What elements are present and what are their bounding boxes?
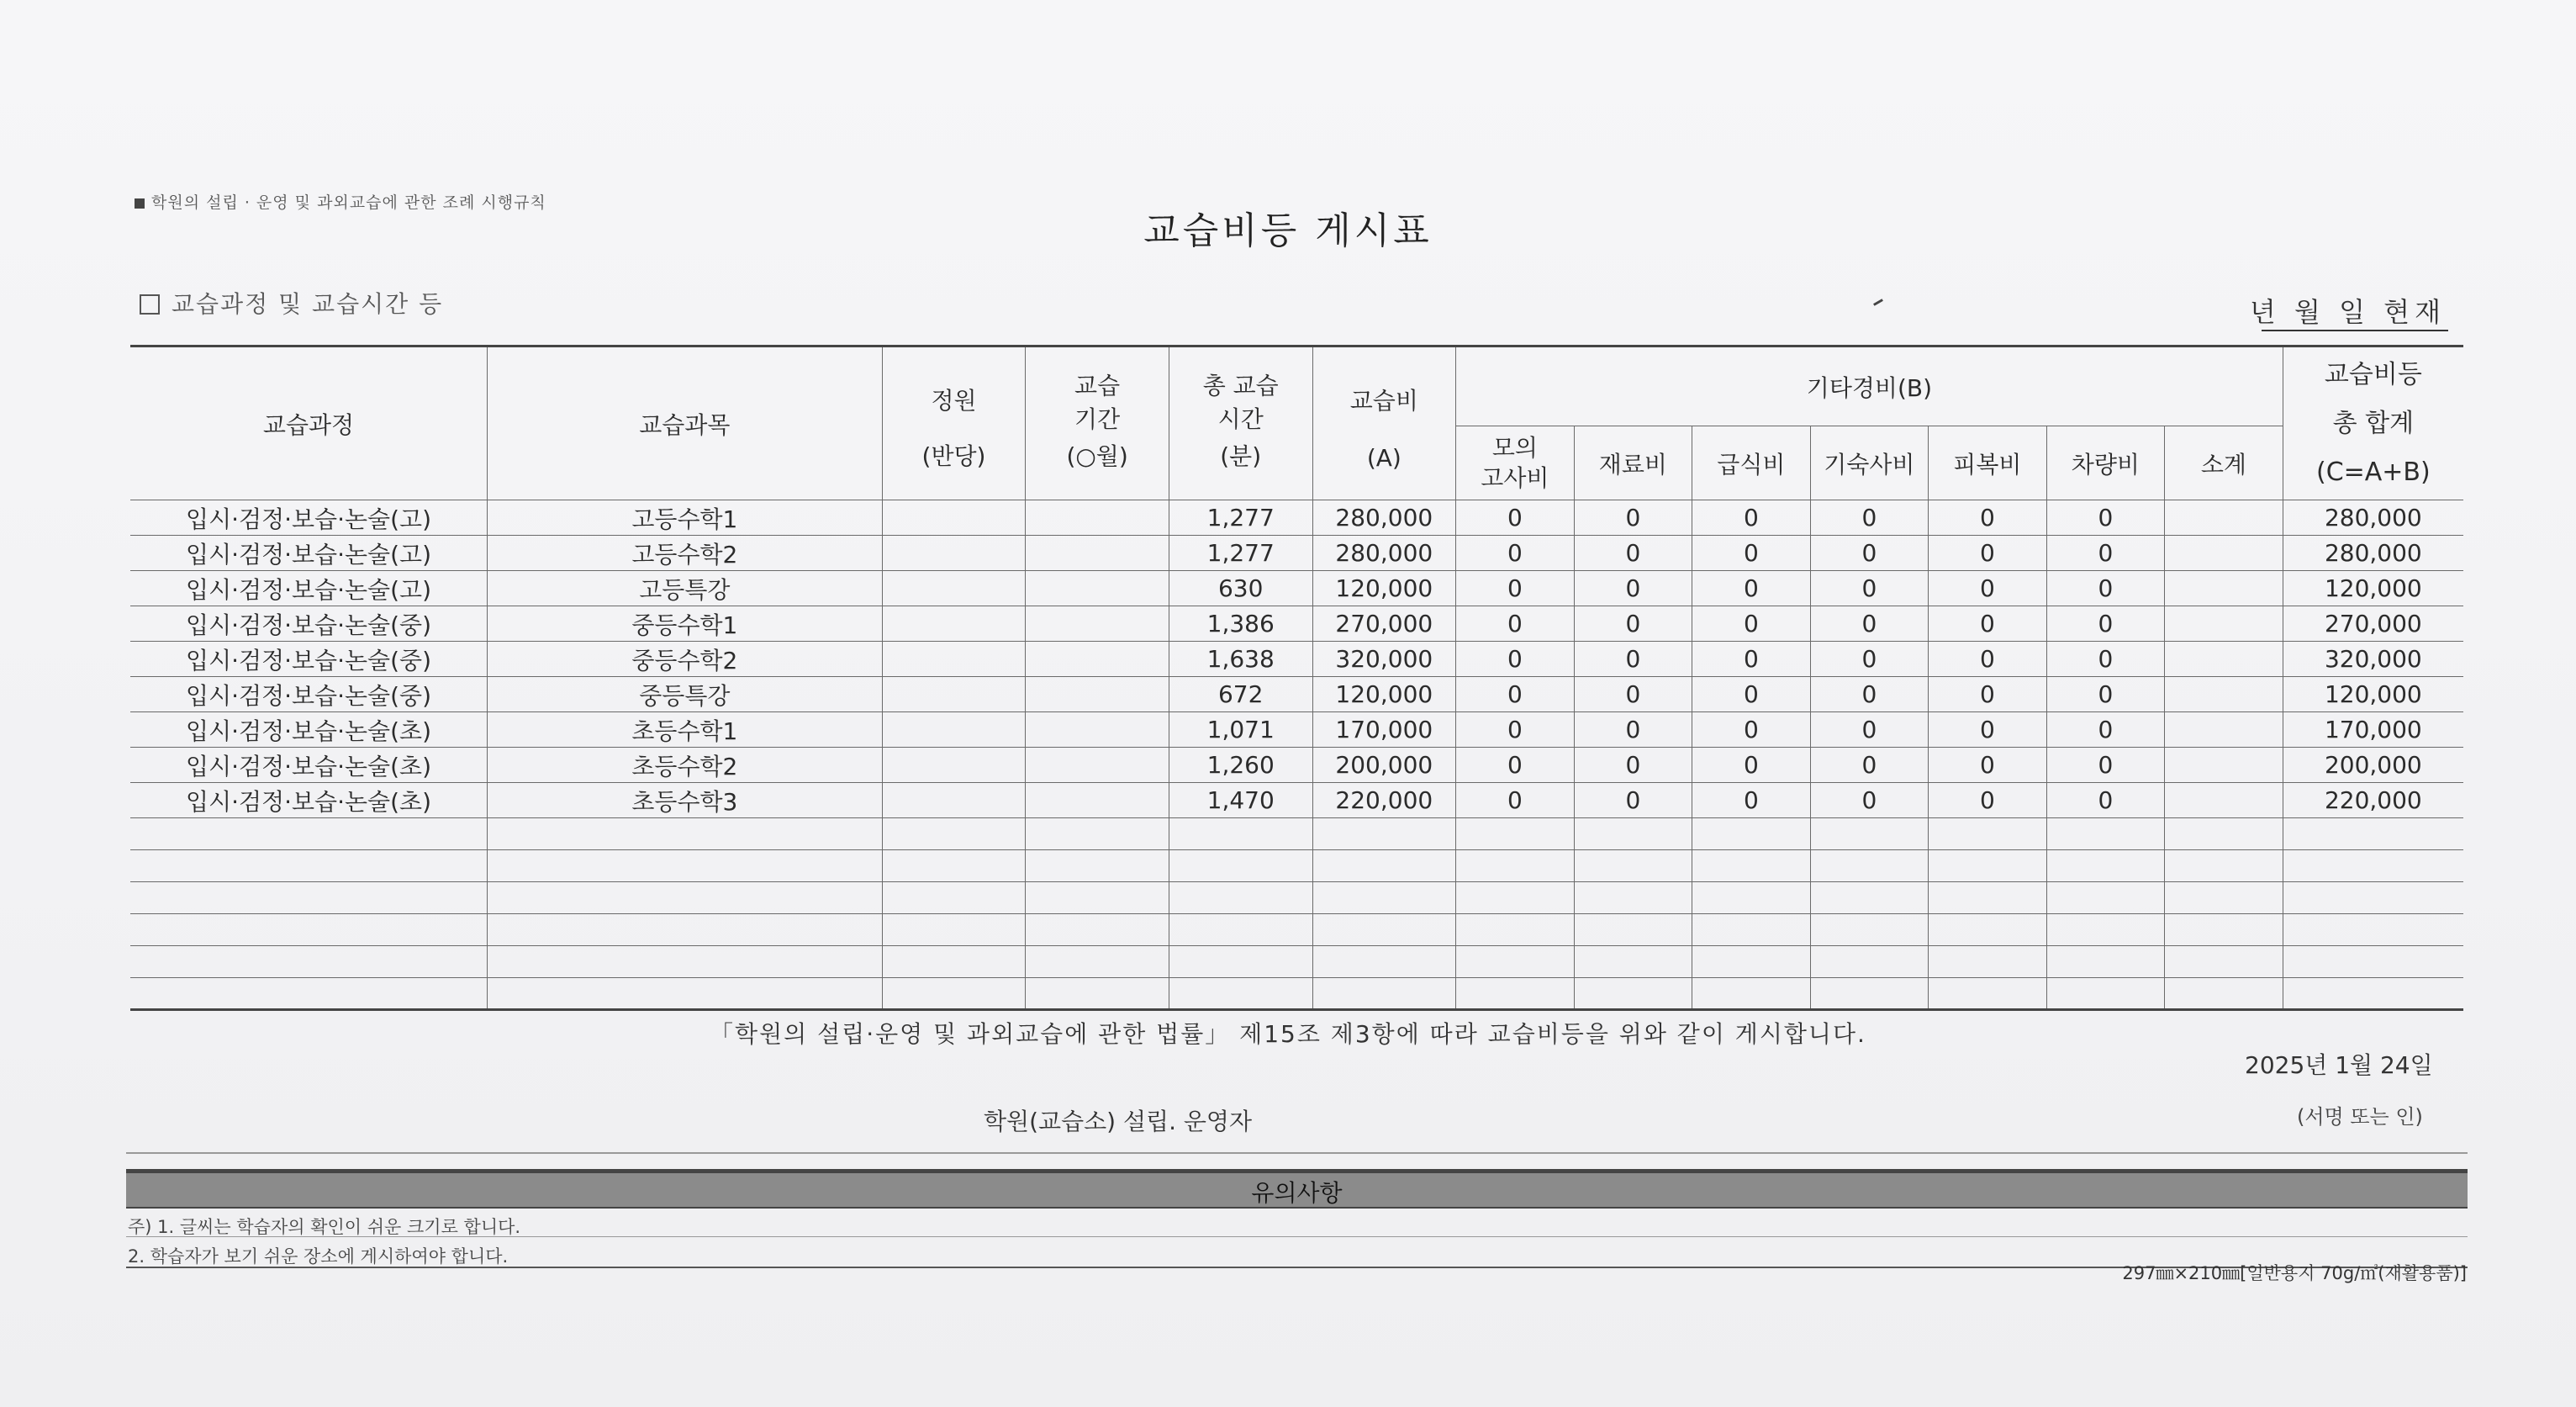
cell-vehicle: 0 bbox=[2046, 677, 2165, 712]
cell-material: 0 bbox=[1574, 677, 1692, 712]
page-title: 교습비등 게시표 bbox=[1143, 209, 1433, 252]
header-total-line3: (C=A+B) bbox=[2315, 457, 2431, 487]
cell-mock: 0 bbox=[1456, 677, 1575, 712]
cell-course: 입시·검정·보습·논술(중) bbox=[130, 642, 488, 677]
cell-period bbox=[1026, 783, 1169, 818]
empty-cell bbox=[1929, 978, 2047, 1010]
cell-meal: 0 bbox=[1692, 642, 1811, 677]
empty-cell bbox=[2165, 914, 2283, 946]
header-mock-line2: 고사비 bbox=[1481, 463, 1549, 492]
empty-cell bbox=[130, 882, 488, 914]
empty-row bbox=[130, 914, 2463, 946]
cell-dorm: 0 bbox=[1810, 571, 1929, 606]
cell-fee: 280,000 bbox=[1312, 536, 1456, 571]
empty-cell bbox=[882, 978, 1026, 1010]
caution-note-2: 2. 학습자가 보기 쉬운 장소에 게시하여야 합니다. bbox=[128, 1246, 509, 1267]
empty-cell bbox=[1692, 914, 1811, 946]
header-other-costs: 기타경비(B) bbox=[1456, 346, 2283, 426]
header-hours bbox=[1169, 346, 1312, 500]
table-row bbox=[130, 783, 2463, 818]
cell-dorm: 0 bbox=[1810, 748, 1929, 783]
cell-meal: 0 bbox=[1692, 606, 1811, 642]
cell-course: 입시·검정·보습·논술(초) bbox=[130, 783, 488, 818]
empty-cell bbox=[1692, 978, 1811, 1010]
pen-mark-icon bbox=[1873, 299, 1883, 306]
cell-course: 입시·검정·보습·논술(고) bbox=[130, 500, 488, 536]
cell-uniform: 0 bbox=[1929, 536, 2047, 571]
table-row bbox=[130, 712, 2463, 748]
cell-period bbox=[1026, 748, 1169, 783]
empty-cell bbox=[1810, 850, 1929, 882]
cell-vehicle: 0 bbox=[2046, 712, 2165, 748]
empty-cell bbox=[2283, 946, 2463, 978]
cell-fee: 270,000 bbox=[1312, 606, 1456, 642]
cell-subtotal bbox=[2165, 571, 2283, 606]
empty-cell bbox=[1169, 978, 1312, 1010]
empty-cell bbox=[1169, 946, 1312, 978]
divider bbox=[2262, 330, 2448, 331]
table-row bbox=[130, 500, 2463, 536]
cell-meal: 0 bbox=[1692, 571, 1811, 606]
cell-meal: 0 bbox=[1692, 748, 1811, 783]
empty-cell bbox=[1026, 850, 1169, 882]
cell-hours: 1,277 bbox=[1169, 500, 1312, 536]
cell-total: 170,000 bbox=[2283, 712, 2463, 748]
cell-mock: 0 bbox=[1456, 606, 1575, 642]
cell-uniform: 0 bbox=[1929, 606, 2047, 642]
empty-cell bbox=[1026, 946, 1169, 978]
cell-subject: 고등수학2 bbox=[488, 536, 883, 571]
header-total bbox=[2283, 346, 2463, 500]
empty-cell bbox=[1456, 882, 1575, 914]
empty-cell bbox=[1929, 882, 2047, 914]
empty-cell bbox=[1929, 818, 2047, 850]
law-statement: 「학원의 설립·운영 및 과외교습에 관한 법률」 제15조 제3항에 따라 교습비등을 위와 같이 게시합니다. bbox=[710, 1020, 1866, 1048]
empty-cell bbox=[130, 978, 488, 1010]
cell-uniform: 0 bbox=[1929, 712, 2047, 748]
empty-cell bbox=[2046, 946, 2165, 978]
regulation-note-text: 학원의 설립 · 운영 및 과외교습에 관한 조례 시행규칙 bbox=[151, 193, 546, 212]
cell-course: 입시·검정·보습·논술(중) bbox=[130, 606, 488, 642]
empty-row bbox=[130, 882, 2463, 914]
empty-cell bbox=[488, 818, 883, 850]
empty-cell bbox=[1026, 978, 1169, 1010]
cell-total: 320,000 bbox=[2283, 642, 2463, 677]
cell-subtotal bbox=[2165, 642, 2283, 677]
header-fee-label: 교습비 bbox=[1349, 386, 1418, 415]
empty-cell bbox=[2283, 914, 2463, 946]
empty-cell bbox=[2165, 882, 2283, 914]
empty-cell bbox=[130, 946, 488, 978]
empty-cell bbox=[2165, 818, 2283, 850]
header-subtotal: 소계 bbox=[2165, 426, 2283, 500]
header-vehicle: 차량비 bbox=[2046, 426, 2165, 500]
empty-cell bbox=[2046, 914, 2165, 946]
empty-cell bbox=[1169, 914, 1312, 946]
empty-cell bbox=[130, 850, 488, 882]
cell-subtotal bbox=[2165, 677, 2283, 712]
table-row bbox=[130, 677, 2463, 712]
cell-capacity bbox=[882, 642, 1026, 677]
cell-period bbox=[1026, 606, 1169, 642]
divider bbox=[126, 1236, 2468, 1237]
cell-period bbox=[1026, 677, 1169, 712]
cell-vehicle: 0 bbox=[2046, 606, 2165, 642]
empty-cell bbox=[2283, 882, 2463, 914]
empty-cell bbox=[1312, 914, 1456, 946]
caution-note-1: 주) 1. 글씨는 학습자의 확인이 쉬운 크기로 합니다. bbox=[128, 1217, 521, 1237]
cell-uniform: 0 bbox=[1929, 571, 2047, 606]
cell-period bbox=[1026, 500, 1169, 536]
cell-meal: 0 bbox=[1692, 500, 1811, 536]
section-label bbox=[140, 286, 443, 320]
cell-subject: 초등수학2 bbox=[488, 748, 883, 783]
header-period-unit: (○월) bbox=[1066, 442, 1128, 470]
empty-cell bbox=[1312, 946, 1456, 978]
header-fee bbox=[1312, 346, 1456, 500]
empty-cell bbox=[1456, 978, 1575, 1010]
empty-cell bbox=[130, 914, 488, 946]
table-row bbox=[130, 642, 2463, 677]
cell-subtotal bbox=[2165, 748, 2283, 783]
cell-material: 0 bbox=[1574, 500, 1692, 536]
cell-material: 0 bbox=[1574, 748, 1692, 783]
empty-cell bbox=[1169, 818, 1312, 850]
header-total-line1: 교습비등 bbox=[2324, 359, 2422, 389]
empty-cell bbox=[2046, 818, 2165, 850]
cell-dorm: 0 bbox=[1810, 642, 1929, 677]
empty-cell bbox=[1169, 850, 1312, 882]
cell-fee: 320,000 bbox=[1312, 642, 1456, 677]
cell-capacity bbox=[882, 783, 1026, 818]
empty-cell bbox=[882, 882, 1026, 914]
cell-period bbox=[1026, 712, 1169, 748]
empty-cell bbox=[2165, 946, 2283, 978]
empty-cell bbox=[1574, 850, 1692, 882]
header-fee-unit: (A) bbox=[1366, 443, 1401, 472]
cell-course: 입시·검정·보습·논술(고) bbox=[130, 536, 488, 571]
cell-fee: 280,000 bbox=[1312, 500, 1456, 536]
table-body bbox=[130, 500, 2463, 1010]
empty-cell bbox=[2165, 978, 2283, 1010]
posting-date: 2025년 1월 24일 bbox=[2245, 1051, 2433, 1079]
empty-cell bbox=[1692, 946, 1811, 978]
empty-cell bbox=[1574, 978, 1692, 1010]
cell-mock: 0 bbox=[1456, 783, 1575, 818]
header-subject: 교습과목 bbox=[488, 346, 883, 500]
fee-table bbox=[130, 345, 2463, 1011]
cell-meal: 0 bbox=[1692, 536, 1811, 571]
empty-cell bbox=[1312, 850, 1456, 882]
table-row bbox=[130, 606, 2463, 642]
empty-cell bbox=[2046, 882, 2165, 914]
empty-cell bbox=[1169, 882, 1312, 914]
cell-total: 120,000 bbox=[2283, 571, 2463, 606]
cell-fee: 200,000 bbox=[1312, 748, 1456, 783]
cell-hours: 1,470 bbox=[1169, 783, 1312, 818]
cell-total: 280,000 bbox=[2283, 536, 2463, 571]
cell-dorm: 0 bbox=[1810, 606, 1929, 642]
cell-total: 220,000 bbox=[2283, 783, 2463, 818]
cell-vehicle: 0 bbox=[2046, 571, 2165, 606]
header-total-line2: 총 합계 bbox=[2332, 408, 2415, 438]
empty-cell bbox=[1312, 818, 1456, 850]
cell-capacity bbox=[882, 536, 1026, 571]
cell-hours: 1,277 bbox=[1169, 536, 1312, 571]
empty-row bbox=[130, 850, 2463, 882]
empty-cell bbox=[1456, 850, 1575, 882]
header-meal: 급식비 bbox=[1692, 426, 1811, 500]
header-period-line1: 교습 bbox=[1074, 371, 1121, 399]
cell-dorm: 0 bbox=[1810, 500, 1929, 536]
cell-subtotal bbox=[2165, 606, 2283, 642]
header-capacity bbox=[882, 346, 1026, 500]
empty-cell bbox=[2283, 978, 2463, 1010]
empty-cell bbox=[1692, 850, 1811, 882]
cell-capacity bbox=[882, 712, 1026, 748]
cell-dorm: 0 bbox=[1810, 712, 1929, 748]
empty-cell bbox=[2046, 850, 2165, 882]
cell-subject: 초등수학1 bbox=[488, 712, 883, 748]
empty-cell bbox=[1929, 850, 2047, 882]
empty-cell bbox=[488, 978, 883, 1010]
empty-cell bbox=[1456, 946, 1575, 978]
empty-cell bbox=[1026, 914, 1169, 946]
cell-subject: 중등수학1 bbox=[488, 606, 883, 642]
cell-hours: 1,071 bbox=[1169, 712, 1312, 748]
table-row bbox=[130, 571, 2463, 606]
empty-cell bbox=[1692, 882, 1811, 914]
header-mock-exam bbox=[1456, 426, 1575, 500]
empty-cell bbox=[882, 818, 1026, 850]
cell-material: 0 bbox=[1574, 606, 1692, 642]
cell-subject: 고등특강 bbox=[488, 571, 883, 606]
cell-total: 200,000 bbox=[2283, 748, 2463, 783]
table-row bbox=[130, 536, 2463, 571]
cell-meal: 0 bbox=[1692, 712, 1811, 748]
empty-cell bbox=[2283, 818, 2463, 850]
checkbox-square-icon bbox=[140, 294, 160, 315]
cell-material: 0 bbox=[1574, 571, 1692, 606]
cell-vehicle: 0 bbox=[2046, 500, 2165, 536]
empty-cell bbox=[1312, 882, 1456, 914]
cell-course: 입시·검정·보습·논술(중) bbox=[130, 677, 488, 712]
header-course: 교습과정 bbox=[130, 346, 488, 500]
cell-mock: 0 bbox=[1456, 748, 1575, 783]
operator-label: 학원(교습소) 설립. 운영자 bbox=[984, 1108, 1253, 1135]
header-period bbox=[1026, 346, 1169, 500]
cell-period bbox=[1026, 536, 1169, 571]
cell-dorm: 0 bbox=[1810, 783, 1929, 818]
cell-uniform: 0 bbox=[1929, 783, 2047, 818]
empty-cell bbox=[1574, 818, 1692, 850]
cell-course: 입시·검정·보습·논술(초) bbox=[130, 748, 488, 783]
cell-course: 입시·검정·보습·논술(고) bbox=[130, 571, 488, 606]
caution-title: 유의사항 bbox=[1251, 1179, 1343, 1207]
empty-cell bbox=[1574, 946, 1692, 978]
header-uniform: 피복비 bbox=[1929, 426, 2047, 500]
cell-subject: 중등특강 bbox=[488, 677, 883, 712]
empty-cell bbox=[2046, 978, 2165, 1010]
header-hours-unit: (분) bbox=[1220, 442, 1262, 470]
caution-bar bbox=[126, 1169, 2468, 1209]
empty-cell bbox=[488, 850, 883, 882]
empty-cell bbox=[2165, 850, 2283, 882]
cell-subtotal bbox=[2165, 536, 2283, 571]
cell-period bbox=[1026, 571, 1169, 606]
cell-material: 0 bbox=[1574, 536, 1692, 571]
empty-cell bbox=[1810, 914, 1929, 946]
cell-mock: 0 bbox=[1456, 536, 1575, 571]
empty-row bbox=[130, 978, 2463, 1010]
empty-cell bbox=[2283, 850, 2463, 882]
divider bbox=[126, 1152, 2468, 1154]
cell-hours: 1,260 bbox=[1169, 748, 1312, 783]
cell-subject: 중등수학2 bbox=[488, 642, 883, 677]
cell-hours: 672 bbox=[1169, 677, 1312, 712]
cell-vehicle: 0 bbox=[2046, 748, 2165, 783]
empty-cell bbox=[1810, 818, 1929, 850]
cell-vehicle: 0 bbox=[2046, 642, 2165, 677]
header-mock-line1: 모의 bbox=[1491, 433, 1538, 462]
empty-cell bbox=[1692, 818, 1811, 850]
cell-capacity bbox=[882, 500, 1026, 536]
header-hours-label bbox=[1169, 368, 1312, 435]
table-header bbox=[130, 346, 2463, 500]
cell-period bbox=[1026, 642, 1169, 677]
empty-row bbox=[130, 818, 2463, 850]
empty-cell bbox=[882, 946, 1026, 978]
cell-course: 입시·검정·보습·논술(초) bbox=[130, 712, 488, 748]
cell-hours: 630 bbox=[1169, 571, 1312, 606]
table-row bbox=[130, 748, 2463, 783]
cell-mock: 0 bbox=[1456, 642, 1575, 677]
cell-vehicle: 0 bbox=[2046, 536, 2165, 571]
header-capacity-unit: (반당) bbox=[921, 442, 986, 470]
cell-meal: 0 bbox=[1692, 677, 1811, 712]
empty-cell bbox=[1456, 818, 1575, 850]
empty-cell bbox=[488, 946, 883, 978]
cell-capacity bbox=[882, 571, 1026, 606]
as-of-date: 년 월 일 현재 bbox=[2249, 296, 2446, 328]
header-capacity-label: 정원 bbox=[931, 386, 977, 415]
cell-total: 120,000 bbox=[2283, 677, 2463, 712]
cell-uniform: 0 bbox=[1929, 500, 2047, 536]
empty-row bbox=[130, 946, 2463, 978]
header-hours-line1: 총 교습 bbox=[1202, 371, 1279, 399]
cell-subtotal bbox=[2165, 783, 2283, 818]
empty-cell bbox=[1810, 946, 1929, 978]
cell-total: 280,000 bbox=[2283, 500, 2463, 536]
cell-dorm: 0 bbox=[1810, 536, 1929, 571]
empty-cell bbox=[130, 818, 488, 850]
cell-material: 0 bbox=[1574, 712, 1692, 748]
header-dorm: 기숙사비 bbox=[1810, 426, 1929, 500]
empty-cell bbox=[1810, 882, 1929, 914]
cell-uniform: 0 bbox=[1929, 748, 2047, 783]
paper-spec: 297㎜×210㎜[일반용지 70g/㎡(재활용품)] bbox=[2122, 1263, 2467, 1283]
cell-fee: 120,000 bbox=[1312, 677, 1456, 712]
cell-subtotal bbox=[2165, 712, 2283, 748]
empty-cell bbox=[1312, 978, 1456, 1010]
empty-cell bbox=[1026, 882, 1169, 914]
cell-material: 0 bbox=[1574, 783, 1692, 818]
cell-dorm: 0 bbox=[1810, 677, 1929, 712]
header-hours-line2: 시간 bbox=[1217, 405, 1264, 433]
empty-cell bbox=[488, 914, 883, 946]
empty-cell bbox=[1026, 818, 1169, 850]
divider bbox=[126, 1267, 2468, 1268]
cell-hours: 1,386 bbox=[1169, 606, 1312, 642]
cell-fee: 220,000 bbox=[1312, 783, 1456, 818]
cell-fee: 120,000 bbox=[1312, 571, 1456, 606]
cell-subject: 고등수학1 bbox=[488, 500, 883, 536]
cell-vehicle: 0 bbox=[2046, 783, 2165, 818]
empty-cell bbox=[882, 850, 1026, 882]
cell-subtotal bbox=[2165, 500, 2283, 536]
cell-subject: 초등수학3 bbox=[488, 783, 883, 818]
empty-cell bbox=[1456, 914, 1575, 946]
cell-capacity bbox=[882, 606, 1026, 642]
empty-cell bbox=[1929, 914, 2047, 946]
cell-material: 0 bbox=[1574, 642, 1692, 677]
cell-capacity bbox=[882, 748, 1026, 783]
cell-total: 270,000 bbox=[2283, 606, 2463, 642]
header-material: 재료비 bbox=[1574, 426, 1692, 500]
section-label-text: 교습과정 및 교습시간 등 bbox=[172, 290, 444, 318]
signature-label: (서명 또는 인) bbox=[2297, 1105, 2423, 1129]
empty-cell bbox=[1574, 882, 1692, 914]
cell-uniform: 0 bbox=[1929, 677, 2047, 712]
cell-mock: 0 bbox=[1456, 500, 1575, 536]
header-period-label bbox=[1026, 368, 1169, 435]
cell-meal: 0 bbox=[1692, 783, 1811, 818]
cell-hours: 1,638 bbox=[1169, 642, 1312, 677]
cell-mock: 0 bbox=[1456, 712, 1575, 748]
empty-cell bbox=[882, 914, 1026, 946]
cell-fee: 170,000 bbox=[1312, 712, 1456, 748]
cell-mock: 0 bbox=[1456, 571, 1575, 606]
empty-cell bbox=[1810, 978, 1929, 1010]
empty-cell bbox=[1929, 946, 2047, 978]
cell-uniform: 0 bbox=[1929, 642, 2047, 677]
header-period-line2: 기간 bbox=[1074, 405, 1121, 433]
empty-cell bbox=[488, 882, 883, 914]
empty-cell bbox=[1574, 914, 1692, 946]
cell-capacity bbox=[882, 677, 1026, 712]
